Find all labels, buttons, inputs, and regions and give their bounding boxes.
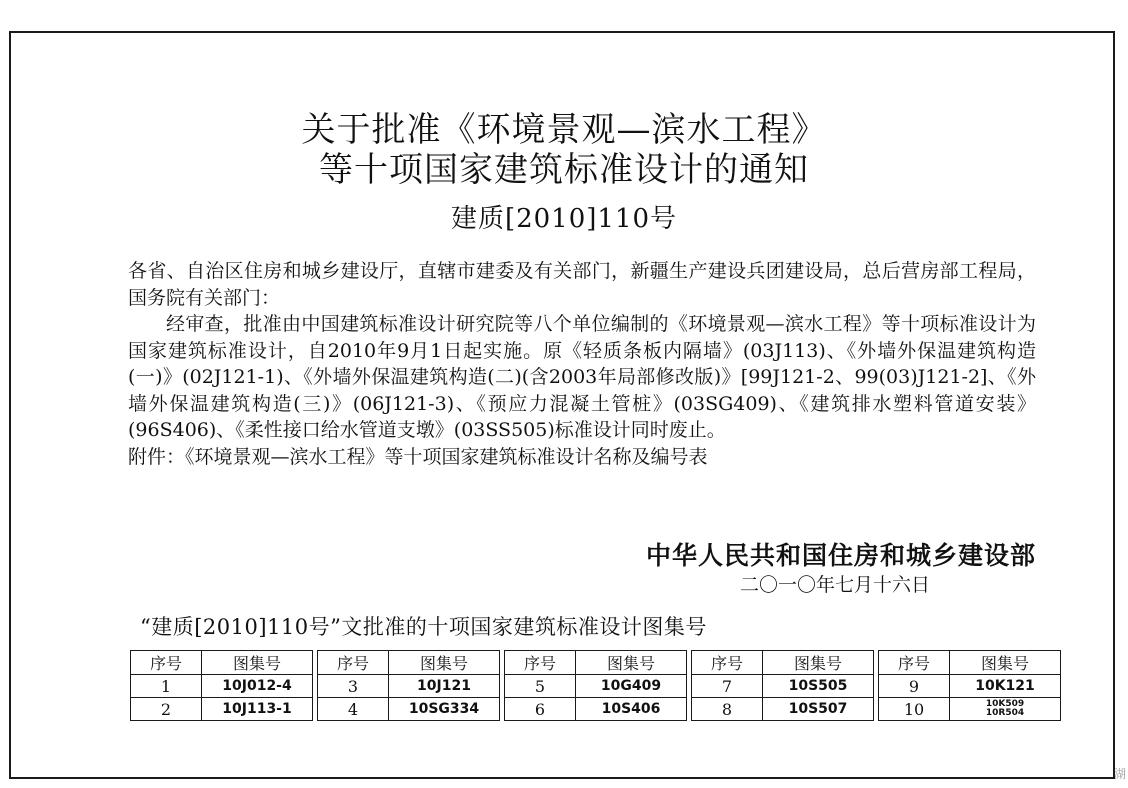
table-header-row <box>879 651 1061 675</box>
table-row <box>131 698 313 721</box>
header-seq: 序号 <box>692 651 763 675</box>
header-code: 图集号 <box>202 651 313 675</box>
code-cell: 10S505 <box>763 675 874 698</box>
table-header-row <box>692 651 874 675</box>
code-cell: 10K121 <box>950 675 1061 698</box>
code-cell: 10SG334 <box>389 698 500 721</box>
header-code: 图集号 <box>950 651 1061 675</box>
code-cell: 10S507 <box>763 698 874 721</box>
table-row <box>879 675 1061 698</box>
table-row <box>318 698 500 721</box>
code-cell: 10S406 <box>576 698 687 721</box>
header-seq: 序号 <box>318 651 389 675</box>
table-group <box>878 650 1061 721</box>
header-seq: 序号 <box>879 651 950 675</box>
table-row <box>318 675 500 698</box>
notice-title-line-1: 关于批准《环境景观—滨水工程》 <box>301 110 827 150</box>
issuing-authority: 中华人民共和国住房和城乡建设部 <box>645 541 1036 570</box>
seq-cell: 10 <box>879 698 950 721</box>
header-code: 图集号 <box>763 651 874 675</box>
addressee-paragraph: 各省、自治区住房和城乡建设厅，直辖市建委及有关部门，新疆生产建设兵团建设局，总后营房部工程局，国务院有关部门： <box>128 260 1036 309</box>
notice-title-line-2: 等十项国家建筑标准设计的通知 <box>319 150 809 190</box>
attachment-line: 附件：《环境景观—滨水工程》等十项国家建筑标准设计名称及编号表 <box>128 445 708 468</box>
table-row <box>505 675 687 698</box>
header-code: 图集号 <box>576 651 687 675</box>
seq-cell: 4 <box>318 698 389 721</box>
seq-cell: 3 <box>318 675 389 698</box>
table-row <box>505 698 687 721</box>
atlas-number-table <box>130 650 1061 721</box>
table-group <box>317 650 500 721</box>
code-cell-top: 10K509 <box>985 699 1025 709</box>
seq-cell: 2 <box>131 698 202 721</box>
table-caption: “建质[2010]110号”文批准的十项国家建筑标准设计图集号 <box>140 615 707 639</box>
notice-body <box>128 258 1036 470</box>
table-header-row <box>505 651 687 675</box>
seq-cell: 1 <box>131 675 202 698</box>
code-cell: 10J113-1 <box>202 698 313 721</box>
seq-cell: 6 <box>505 698 576 721</box>
corner-watermark: 湖 <box>1113 767 1126 781</box>
seq-cell: 5 <box>505 675 576 698</box>
table-header-row <box>131 651 313 675</box>
table-group <box>130 650 313 721</box>
table-group <box>504 650 687 721</box>
header-seq: 序号 <box>131 651 202 675</box>
table-group <box>691 650 874 721</box>
document-number: 建质[2010]110号 <box>450 204 678 234</box>
issue-date: 二〇一〇年七月十六日 <box>740 574 931 596</box>
code-cell: 10G409 <box>576 675 687 698</box>
table-row <box>879 698 1061 721</box>
header-code: 图集号 <box>389 651 500 675</box>
seq-cell: 8 <box>692 698 763 721</box>
table-row <box>692 675 874 698</box>
code-cell: 10J012-4 <box>202 675 313 698</box>
table-row <box>131 675 313 698</box>
table-header-row <box>318 651 500 675</box>
seq-cell: 9 <box>879 675 950 698</box>
table-row <box>692 698 874 721</box>
header-seq: 序号 <box>505 651 576 675</box>
code-cell-stacked <box>950 698 1061 721</box>
main-paragraph: 经审查，批准由中国建筑标准设计研究院等八个单位编制的《环境景观—滨水工程》等十项标准设计为国家建筑标准设计，自2010年9月1日起实施。原《轻质条板内隔墙》(03J113)、《外墙外保温建筑构造(一)》(02J121-1)、《外墙外保温建筑构造(二)(含2003年局部修改版)》[99J121-2、99(03)J121-2]、《外墙外保温建筑构造(三)》(06J121-3)、《预应力混凝土管桩》(03SG409)、《建筑排水塑料管道安装》(96S406)、《柔性接口给水管道支墩》(03SS505)标准设计同时废止。 <box>128 313 1036 441</box>
code-cell-bottom: 10R504 <box>985 708 1025 718</box>
seq-cell: 7 <box>692 675 763 698</box>
code-cell: 10J121 <box>389 675 500 698</box>
